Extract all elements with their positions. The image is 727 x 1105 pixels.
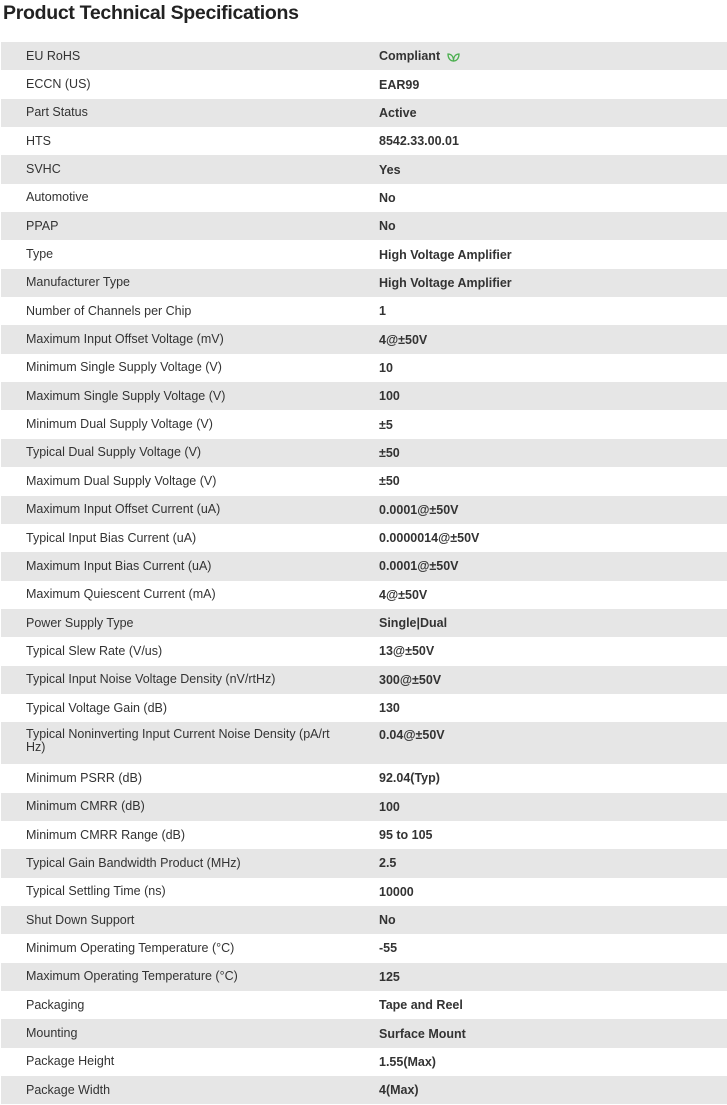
spec-label: Package Height bbox=[26, 1054, 115, 1069]
spec-row bbox=[1, 354, 727, 382]
spec-value: No bbox=[379, 913, 396, 928]
spec-row bbox=[1, 212, 727, 240]
spec-row bbox=[1, 934, 727, 962]
spec-row bbox=[1, 1019, 727, 1047]
spec-value-cell bbox=[353, 1083, 727, 1097]
spec-row bbox=[1, 70, 727, 98]
spec-label: HTS bbox=[26, 133, 51, 148]
spec-label: Minimum Single Supply Voltage (V) bbox=[26, 360, 222, 375]
spec-value-cell bbox=[353, 474, 727, 488]
spec-row bbox=[1, 878, 727, 906]
spec-label: Typical Noninverting Input Current Noise Density (pA/rtHz) bbox=[26, 727, 330, 755]
spec-value: EAR99 bbox=[379, 77, 420, 92]
spec-row bbox=[1, 410, 727, 438]
spec-value-cell bbox=[353, 446, 727, 460]
spec-label: Maximum Operating Temperature (°C) bbox=[26, 969, 238, 984]
spec-value-cell bbox=[353, 828, 727, 842]
spec-label: PPAP bbox=[26, 218, 59, 233]
spec-value: 0.04@±50V bbox=[379, 728, 445, 743]
spec-value: 10000 bbox=[379, 884, 414, 899]
spec-value: 0.0000014@±50V bbox=[379, 531, 480, 546]
spec-row bbox=[1, 1076, 727, 1104]
spec-value: 2.5 bbox=[379, 856, 397, 871]
spec-value: 92.04(Typ) bbox=[379, 771, 440, 786]
spec-label: Minimum CMRR Range (dB) bbox=[26, 827, 186, 842]
spec-row bbox=[1, 269, 727, 297]
spec-label: Packaging bbox=[26, 997, 85, 1012]
spec-label: Manufacturer Type bbox=[26, 275, 130, 290]
spec-value-cell bbox=[353, 644, 727, 658]
spec-value: Active bbox=[379, 105, 417, 120]
spec-value-cell bbox=[353, 389, 727, 403]
spec-label: Minimum CMRR (dB) bbox=[26, 799, 145, 814]
spec-label: Maximum Quiescent Current (mA) bbox=[26, 587, 216, 602]
spec-value: 100 bbox=[379, 799, 400, 814]
spec-value-cell bbox=[353, 559, 727, 573]
spec-label: Part Status bbox=[26, 105, 88, 120]
spec-value-cell bbox=[353, 219, 727, 233]
spec-row bbox=[1, 467, 727, 495]
spec-value: 130 bbox=[379, 701, 400, 716]
spec-value: Surface Mount bbox=[379, 1026, 466, 1041]
spec-value: 0.0001@±50V bbox=[379, 502, 459, 517]
spec-value: 300@±50V bbox=[379, 672, 442, 687]
spec-value-cell bbox=[353, 49, 727, 63]
spec-value-cell bbox=[353, 78, 727, 92]
spec-value: -55 bbox=[379, 941, 398, 956]
spec-label: Automotive bbox=[26, 190, 89, 205]
spec-row bbox=[1, 666, 727, 694]
spec-value: ±50 bbox=[379, 445, 400, 460]
spec-value: Single|Dual bbox=[379, 616, 448, 631]
spec-label: Power Supply Type bbox=[26, 615, 134, 630]
spec-value-cell bbox=[353, 1027, 727, 1041]
spec-row bbox=[1, 524, 727, 552]
spec-value-cell bbox=[353, 616, 727, 630]
spec-value: ±50 bbox=[379, 474, 400, 489]
spec-label: Typical Slew Rate (V/us) bbox=[26, 643, 163, 658]
spec-value-cell bbox=[353, 106, 727, 120]
spec-value-cell bbox=[353, 913, 727, 927]
spec-label: Typical Voltage Gain (dB) bbox=[26, 700, 168, 715]
spec-value-cell bbox=[353, 970, 727, 984]
spec-row bbox=[1, 609, 727, 637]
leaf-icon bbox=[447, 51, 460, 61]
spec-label: Number of Channels per Chip bbox=[26, 303, 192, 318]
spec-value-cell bbox=[353, 885, 727, 899]
spec-value-cell bbox=[353, 163, 727, 177]
spec-value-cell bbox=[353, 941, 727, 955]
spec-label: Maximum Dual Supply Voltage (V) bbox=[26, 473, 217, 488]
spec-label: Minimum PSRR (dB) bbox=[26, 770, 142, 785]
spec-row bbox=[1, 906, 727, 934]
spec-value: 1.55(Max) bbox=[379, 1054, 436, 1069]
spec-label: EU RoHS bbox=[26, 48, 81, 63]
spec-row bbox=[1, 99, 727, 127]
spec-label: Maximum Input Bias Current (uA) bbox=[26, 558, 212, 573]
spec-row bbox=[1, 637, 727, 665]
spec-value: No bbox=[379, 219, 396, 234]
spec-row bbox=[1, 991, 727, 1019]
spec-value: 10 bbox=[379, 360, 393, 375]
spec-value: 0.0001@±50V bbox=[379, 559, 459, 574]
spec-value: 1 bbox=[379, 304, 386, 319]
spec-value: No bbox=[379, 190, 396, 205]
spec-row bbox=[1, 240, 727, 268]
spec-value: 8542.33.00.01 bbox=[379, 134, 459, 149]
spec-label: Maximum Input Offset Current (uA) bbox=[26, 502, 221, 517]
spec-row bbox=[1, 297, 727, 325]
spec-value-cell bbox=[353, 418, 727, 432]
spec-value: 4@±50V bbox=[379, 332, 428, 347]
spec-row bbox=[1, 764, 727, 792]
spec-value-cell bbox=[353, 856, 727, 870]
spec-value-cell bbox=[353, 673, 727, 687]
spec-value-cell bbox=[353, 998, 727, 1012]
spec-label: Minimum Dual Supply Voltage (V) bbox=[26, 417, 213, 432]
spec-label: Typical Dual Supply Voltage (V) bbox=[26, 445, 202, 460]
spec-label: Typical Settling Time (ns) bbox=[26, 884, 166, 899]
page-title: Product Technical Specifications bbox=[3, 2, 299, 24]
spec-table bbox=[1, 42, 727, 1104]
spec-label: Shut Down Support bbox=[26, 912, 135, 927]
spec-label: Typical Input Bias Current (uA) bbox=[26, 530, 197, 545]
spec-label: Maximum Input Offset Voltage (mV) bbox=[26, 332, 224, 347]
spec-value: 100 bbox=[379, 389, 400, 404]
spec-value: 95 to 105 bbox=[379, 828, 433, 843]
spec-row bbox=[1, 821, 727, 849]
spec-value-cell bbox=[353, 134, 727, 148]
spec-row bbox=[1, 793, 727, 821]
spec-value: 125 bbox=[379, 969, 400, 984]
spec-value: 4(Max) bbox=[379, 1083, 419, 1098]
spec-row bbox=[1, 127, 727, 155]
spec-value-cell bbox=[353, 361, 727, 375]
spec-row bbox=[1, 42, 727, 70]
spec-row bbox=[1, 849, 727, 877]
spec-value-cell bbox=[353, 276, 727, 290]
spec-label: Mounting bbox=[26, 1026, 78, 1041]
spec-row bbox=[1, 184, 727, 212]
spec-row bbox=[1, 694, 727, 722]
spec-row bbox=[1, 1048, 727, 1076]
spec-value-cell bbox=[353, 248, 727, 262]
spec-value-cell bbox=[353, 191, 727, 205]
spec-value: High Voltage Amplifier bbox=[379, 275, 512, 290]
spec-value-cell bbox=[353, 333, 727, 347]
spec-label: ECCN (US) bbox=[26, 77, 91, 92]
spec-row bbox=[1, 382, 727, 410]
spec-label: SVHC bbox=[26, 162, 61, 177]
spec-value: Tape and Reel bbox=[379, 998, 463, 1013]
spec-label: Maximum Single Supply Voltage (V) bbox=[26, 388, 226, 403]
spec-row bbox=[1, 581, 727, 609]
spec-value: High Voltage Amplifier bbox=[379, 247, 512, 262]
spec-value-cell bbox=[353, 531, 727, 545]
spec-value-cell bbox=[353, 722, 727, 742]
spec-value-cell bbox=[353, 1055, 727, 1069]
spec-label: Typical Input Noise Voltage Density (nV/rtHz) bbox=[26, 672, 276, 687]
spec-row bbox=[1, 722, 727, 764]
spec-row bbox=[1, 496, 727, 524]
spec-value: Compliant bbox=[379, 49, 441, 64]
spec-value-cell bbox=[353, 800, 727, 814]
spec-value-cell bbox=[353, 701, 727, 715]
spec-row bbox=[1, 155, 727, 183]
spec-value-cell bbox=[353, 588, 727, 602]
spec-label: Typical Gain Bandwidth Product (MHz) bbox=[26, 855, 241, 870]
spec-row bbox=[1, 439, 727, 467]
spec-value-cell bbox=[353, 503, 727, 517]
spec-value: 4@±50V bbox=[379, 587, 428, 602]
spec-label: Minimum Operating Temperature (°C) bbox=[26, 940, 235, 955]
spec-row bbox=[1, 325, 727, 353]
spec-row bbox=[1, 552, 727, 580]
spec-label: Package Width bbox=[26, 1082, 111, 1097]
spec-value-cell bbox=[353, 771, 727, 785]
spec-value: Yes bbox=[379, 162, 401, 177]
spec-value: 13@±50V bbox=[379, 644, 435, 659]
spec-value: ±5 bbox=[379, 417, 393, 432]
spec-label: Type bbox=[26, 247, 54, 262]
spec-row bbox=[1, 963, 727, 991]
spec-value-cell bbox=[353, 304, 727, 318]
